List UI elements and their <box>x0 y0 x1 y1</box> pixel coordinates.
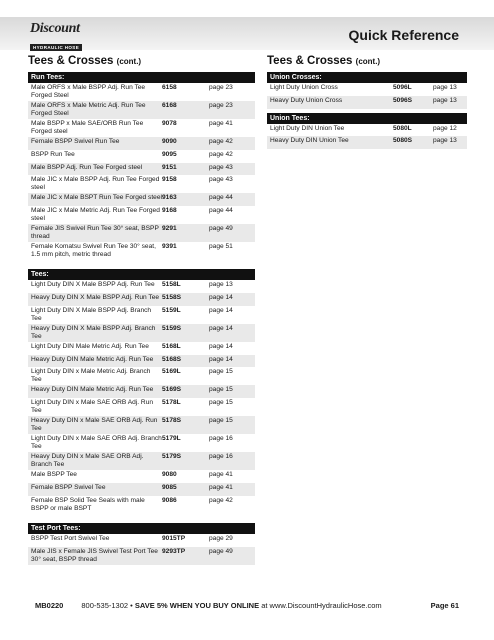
part-number: 5080L <box>393 124 412 132</box>
item-description: Light Duty DIN Male Metric Adj. Run Tee <box>31 342 149 350</box>
logo-tagline: HYDRAULIC HOSE <box>30 44 82 51</box>
item-description: Male JIS x Female JIS Swivel Test Port Tee 30° seat, BSPP thread <box>31 547 158 563</box>
part-number: 9085 <box>162 483 177 491</box>
part-number: 9293TP <box>162 547 186 555</box>
page-reference: page 15 <box>209 417 233 425</box>
item-description: Female BSPP Swivel Tee <box>31 483 106 491</box>
part-number: 9080 <box>162 471 177 479</box>
part-number: 9291 <box>162 225 177 233</box>
page-reference: page 13 <box>433 137 457 145</box>
table-row <box>28 470 255 483</box>
page-reference: page 49 <box>209 547 233 555</box>
item-description: Male ORFS x Male BSPP Adj. Run Tee Forged Steel <box>31 84 146 99</box>
page-reference: page 12 <box>433 124 457 132</box>
table-row <box>267 124 467 137</box>
page-reference: page 13 <box>433 96 457 104</box>
group-heading: Union Tees: <box>267 113 467 124</box>
part-number: 5179S <box>162 453 182 461</box>
table-row <box>28 306 255 324</box>
table-row <box>28 206 255 224</box>
table-row <box>28 83 255 101</box>
page-reference: page 14 <box>209 324 233 332</box>
item-description: Male BSPP Adj. Run Tee Forged steel <box>31 163 143 171</box>
brand-logo <box>30 22 100 48</box>
part-number: 5169S <box>162 386 182 394</box>
item-description: Heavy Duty DIN X Male BSPP Adj. Run Tee <box>31 293 160 301</box>
item-description: Male JIC x Male Metric Adj. Run Tee Forged steel <box>31 207 160 223</box>
item-description: Female BSPP Swivel Run Tee <box>31 138 120 145</box>
page-number: Page 61 <box>430 600 459 610</box>
page-reference: page 16 <box>209 435 233 443</box>
table-row <box>28 496 255 514</box>
right-section-title <box>267 55 380 67</box>
part-number: 5080S <box>393 137 413 145</box>
page-reference: page 29 <box>209 534 233 542</box>
table-row <box>28 224 255 242</box>
page-reference: page 23 <box>209 84 233 91</box>
catalog-code: MB0220 <box>35 600 64 610</box>
item-description: Female BSP Solid Tee Seals with male BSPP or male BSPT <box>31 496 145 512</box>
group-heading: Run Tees: <box>28 72 255 83</box>
item-description: Male BSPP Tee <box>31 471 77 479</box>
item-description: Male ORFS x Male Metric Adj. Run Tee Forged Steel <box>31 102 146 117</box>
part-number: 5178L <box>162 399 181 407</box>
table-row <box>28 150 255 163</box>
page-reference: page 41 <box>209 120 233 127</box>
item-description: Heavy Duty DIN X Male BSPP Adj. Branch Tee <box>31 324 156 340</box>
page-reference: page 41 <box>209 471 233 479</box>
item-description: Male JIC x Male BSPT Run Tee Forged steel <box>31 194 162 202</box>
page-reference: page 41 <box>209 483 233 491</box>
part-number: 5096S <box>393 96 413 104</box>
item-description: Heavy Duty DIN x Male SAE ORB Adj. Branch Tee <box>31 453 144 469</box>
page-reference: page 15 <box>209 399 233 407</box>
table-row <box>28 280 255 293</box>
item-description: Light Duty DIN X Male BSPP Adj. Run Tee <box>31 281 155 289</box>
item-description: Female JIS Swivel Run Tee 30° seat, BSPP thread <box>31 225 159 241</box>
page-title: Quick Reference <box>348 27 459 43</box>
table-row <box>28 119 255 137</box>
part-number: 5168S <box>162 355 182 363</box>
table-row <box>28 101 255 119</box>
table-row <box>28 398 255 416</box>
right-column <box>267 72 467 149</box>
page-reference: page 15 <box>209 386 233 394</box>
item-description: Light Duty DIN x Male SAE ORB Adj. Run Tee <box>31 399 154 415</box>
table-row <box>28 452 255 470</box>
part-number: 9391 <box>162 243 177 251</box>
group-heading: Test Port Tees: <box>28 523 255 534</box>
part-number: 9163 <box>162 194 177 202</box>
page-reference: page 44 <box>209 207 233 215</box>
page-reference: page 51 <box>209 243 233 251</box>
logo-wordmark: Discount <box>30 21 80 36</box>
part-number: 9158 <box>162 176 177 184</box>
left-column <box>28 72 255 565</box>
part-number: 9090 <box>162 138 177 145</box>
table-row <box>28 434 255 452</box>
page-reference: page 42 <box>209 138 233 145</box>
page-reference: page 23 <box>209 102 233 109</box>
part-number: 5168L <box>162 342 181 350</box>
item-description: Light Duty DIN X Male BSPP Adj. Branch Tee <box>31 306 152 322</box>
table-row <box>28 175 255 193</box>
item-description: BSPP Run Tee <box>31 150 75 158</box>
left-section-title-text: Tees & Crosses <box>28 55 114 67</box>
item-description: Heavy Duty DIN x Male SAE ORB Adj. Run Tee <box>31 417 158 433</box>
part-number: 5159L <box>162 306 181 314</box>
page-reference: page 42 <box>209 496 233 504</box>
part-number: 5169L <box>162 368 181 376</box>
table-row <box>28 163 255 176</box>
table-row <box>28 547 255 565</box>
page-reference: page 14 <box>209 355 233 363</box>
right-section-title-cont: (cont.) <box>355 57 381 66</box>
footer-contact <box>81 601 381 610</box>
table-row <box>267 83 467 96</box>
table-row <box>28 342 255 355</box>
item-description: Heavy Duty DIN Union Tee <box>270 137 349 145</box>
table-row <box>28 416 255 434</box>
right-section-title-text: Tees & Crosses <box>267 55 353 67</box>
item-description: Female Komatsu Swivel Run Tee 30° seat, 1.5 mm pitch, metric thread <box>31 243 156 259</box>
page-reference: page 13 <box>433 84 457 91</box>
table-row <box>28 193 255 206</box>
page-footer <box>35 598 459 612</box>
part-number: 9086 <box>162 496 177 504</box>
part-number: 5096L <box>393 84 412 91</box>
table-row <box>28 483 255 496</box>
table-row <box>28 385 255 398</box>
page-reference: page 43 <box>209 163 233 171</box>
item-description: Light Duty DIN x Male SAE ORB Adj. Branch Tee <box>31 435 162 451</box>
footer-phone: 800-535-1302 <box>81 600 129 610</box>
part-number: 9015TP <box>162 534 186 542</box>
item-description: Heavy Duty Union Cross <box>270 96 343 104</box>
page-reference: page 16 <box>209 453 233 461</box>
item-description: BSPP Test Port Swivel Tee <box>31 534 110 542</box>
footer-website[interactable]: at www.DiscountHydraulicHose.com <box>261 600 382 610</box>
page-reference: page 43 <box>209 176 233 184</box>
part-number: 5159S <box>162 324 182 332</box>
left-section-title-cont: (cont.) <box>116 57 142 66</box>
page-reference: page 14 <box>209 306 233 314</box>
part-number: 9151 <box>162 163 177 171</box>
table-row <box>267 96 467 109</box>
page-reference: page 14 <box>209 293 233 301</box>
table-row <box>28 355 255 368</box>
item-description: Heavy Duty DIN Male Metric Adj. Run Tee <box>31 386 154 394</box>
part-number: 5178S <box>162 417 182 425</box>
table-row <box>267 136 467 149</box>
part-number: 5179L <box>162 435 181 443</box>
page-reference: page 44 <box>209 194 233 202</box>
page-reference: page 14 <box>209 342 233 350</box>
part-number: 5158S <box>162 293 182 301</box>
part-number: 9078 <box>162 120 177 127</box>
group-heading: Tees: <box>28 269 255 280</box>
part-number: 5158L <box>162 281 181 289</box>
footer-separator: • <box>130 600 133 610</box>
page-reference: page 15 <box>209 368 233 376</box>
item-description: Light Duty DIN x Male Metric Adj. Branch Tee <box>31 368 151 384</box>
part-number: 6158 <box>162 84 177 91</box>
part-number: 9168 <box>162 207 177 215</box>
footer-promo: SAVE 5% WHEN YOU BUY ONLINE <box>134 600 260 610</box>
item-description: Male BSPP x Male SAE/ORB Run Tee Forged steel <box>31 120 144 135</box>
item-description: Light Duty Union Cross <box>270 84 338 91</box>
table-row <box>28 242 255 260</box>
page-reference: page 13 <box>209 281 233 289</box>
table-row <box>28 534 255 547</box>
table-row <box>28 137 255 150</box>
left-section-title <box>28 55 141 67</box>
item-description: Male JIC x Male BSPP Adj. Run Tee Forged steel <box>31 176 160 192</box>
table-row <box>28 367 255 385</box>
table-row <box>28 293 255 306</box>
page-reference: page 49 <box>209 225 233 233</box>
part-number: 9095 <box>162 150 177 158</box>
part-number: 6168 <box>162 102 177 109</box>
table-row <box>28 324 255 342</box>
item-description: Heavy Duty DIN Male Metric Adj. Run Tee <box>31 355 154 363</box>
item-description: Light Duty DIN Union Tee <box>270 124 345 132</box>
page-reference: page 42 <box>209 150 233 158</box>
group-heading: Union Crosses: <box>267 72 467 83</box>
